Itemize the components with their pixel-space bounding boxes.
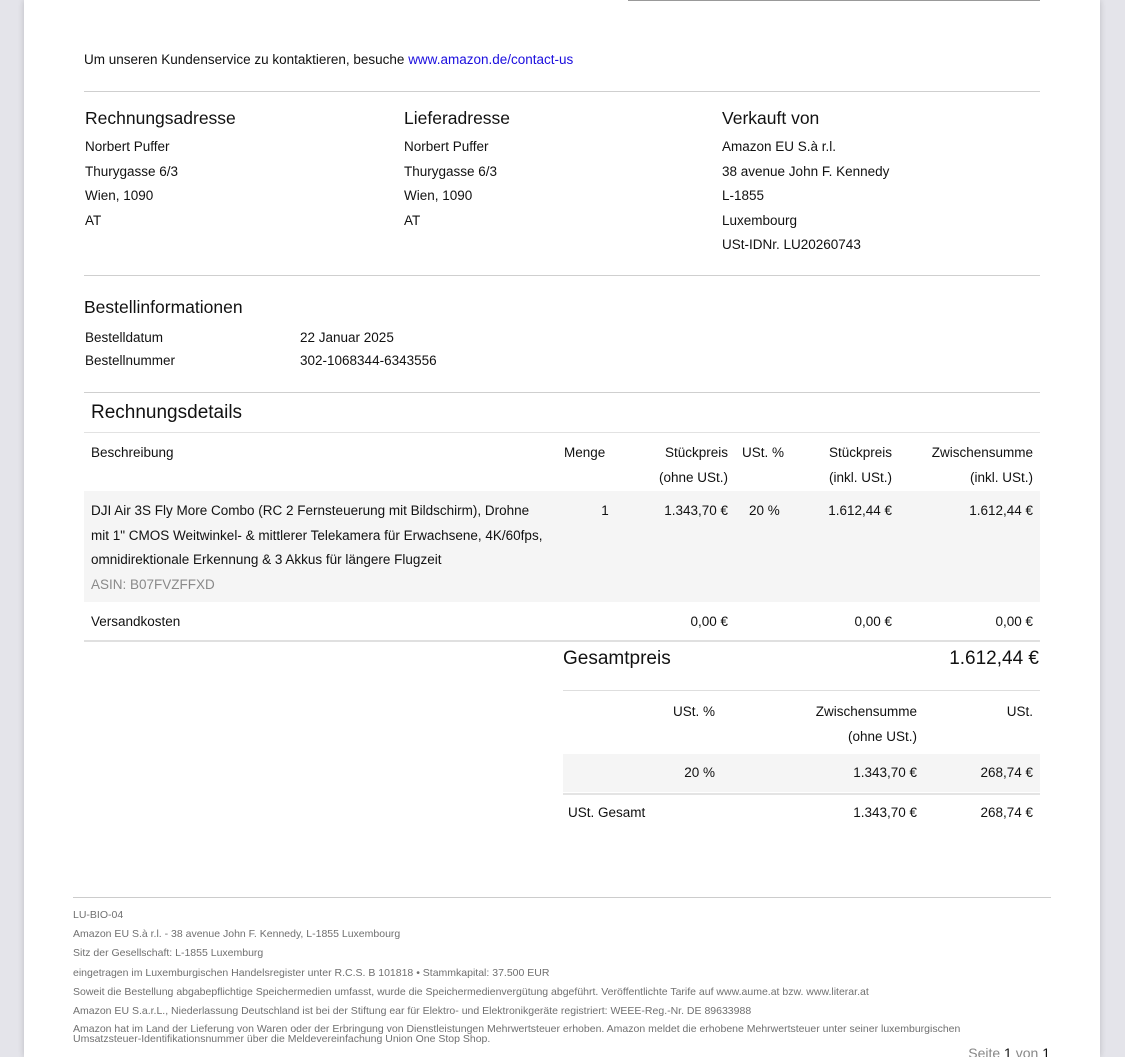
item-quantity: 1 [601,503,609,518]
divider [84,91,1040,92]
vat-row-subtotal: 1.343,70 € [853,765,917,780]
shipping-name: Norbert Puffer [404,139,489,154]
seller-street: 38 avenue John F. Kennedy [722,163,890,179]
header-subtotal-label: Zwischensumme [931,445,1033,460]
page-total: 1 [1042,1045,1050,1057]
contact-link[interactable]: www.amazon.de/contact-us [408,52,574,67]
page-middle: von [1011,1045,1043,1057]
footer-line: Soweit die Bestellung abgabepflichtige Speichermedien umfasst, wurde die Speichermedienvergütung abgeführt. Veröffentlichte Tarife auf www.aume.at bzw. www.literar.at [73,986,869,998]
divider [84,392,1040,393]
header-description: Beschreibung [91,445,174,460]
total-label: Gesamtpreis [563,648,671,669]
seller-vat-id: USt-IDNr. LU20260743 [722,237,861,252]
order-date: 22 Januar 2025 [300,330,394,345]
vat-total-label: USt. Gesamt [568,805,646,820]
page-number [924,1045,1050,1057]
shipping-subtotal: 0,00 € [995,614,1033,629]
invoice-page [24,0,1100,1057]
item-unit-price-incl: 1.612,44 € [828,503,892,518]
order-date-label: Bestelldatum [85,330,164,345]
vat-header-subtotal-sub: (ohne USt.) [847,728,917,744]
billing-title: Rechnungsadresse [85,108,236,128]
seller-title: Verkauft von [722,108,820,128]
page-current: 1 [1004,1045,1012,1057]
contact-text: Um unseren Kundenservice zu kontaktieren, besuche [84,52,409,67]
total-value: 1.612,44 € [949,648,1039,669]
billing-country: AT [85,212,102,228]
divider [84,640,1040,642]
header-unit-price-incl [794,441,892,490]
vat-total-vat: 268,74 € [980,805,1033,820]
shipping-unit-price: 0,00 € [690,614,728,629]
order-number-label: Bestellnummer [85,353,176,368]
order-info-title: Bestellinformationen [84,297,243,317]
item-unit-price: 1.343,70 € [664,503,728,518]
header-unit-price-incl-label: Stückpreis [828,445,892,460]
item-vat-pct: 20 % [749,503,780,518]
seller-city: Luxembourg [722,212,798,228]
vat-header-pct: USt. % [672,704,715,719]
divider [84,432,1040,433]
divider [563,793,1040,795]
shipping-country: AT [404,212,421,228]
vat-total-subtotal: 1.343,70 € [853,805,917,820]
page-prefix: Seite [968,1045,1005,1057]
vat-header-subtotal-label: Zwischensumme [815,704,917,719]
header-unit-price [624,441,728,490]
item-subtotal: 1.612,44 € [969,503,1033,518]
footer-line: Sitz der Gesellschaft: L-1855 Luxemburg [73,947,264,959]
header-unit-price-sub: (ohne USt.) [658,469,728,485]
seller-postcode: L-1855 [722,188,765,203]
header-unit-price-label: Stückpreis [664,445,728,460]
contact-line [84,52,573,67]
item-description [91,499,561,597]
header-subtotal-sub: (inkl. USt.) [969,469,1033,485]
invoice-details-title: Rechnungsdetails [91,402,243,423]
shipping-city: Wien, 1090 [404,188,473,203]
shipping-street: Thurygasse 6/3 [404,163,498,179]
footer-line: eingetragen im Luxemburgischen Handelsregister unter R.C.S. B 101818 • Stammkapital: 37.500 EUR [73,967,550,979]
divider [84,275,1040,276]
billing-street: Thurygasse 6/3 [85,163,179,179]
footer-line-part: Umsatzsteuer-Identifikationsnummer über die Meldevereinfachung Union One Stop Shop. [73,1033,491,1045]
billing-address [85,108,385,233]
order-number: 302-1068344-6343556 [300,353,437,368]
footer-line: Amazon EU S.à r.l. - 38 avenue John F. Kennedy, L-1855 Luxembourg [73,928,401,940]
billing-name: Norbert Puffer [85,139,170,154]
header-quantity: Menge [564,445,606,460]
shipping-title: Lieferadresse [404,108,511,128]
vat-header-vat: USt. [1006,704,1033,719]
seller-address [722,108,1022,258]
footer-line-part: Amazon hat im Land der Lieferung von Waren oder der Erbringung von Dienstleistungen Mehrwertsteuer erhoben. Amazon meldet die erhobene Mehrwertsteuer unter seiner luxemburgischen [73,1023,961,1035]
shipping-unit-price-incl: 0,00 € [854,614,892,629]
billing-city: Wien, 1090 [85,188,154,203]
shipping-address [404,108,704,233]
header-vat-pct: USt. % [742,445,785,460]
divider [563,690,1040,691]
seller-name: Amazon EU S.à r.l. [722,139,837,154]
vat-row-vat: 268,74 € [980,765,1033,780]
shipping-cost-label: Versandkosten [91,614,181,629]
footer-divider [73,897,1051,898]
header-subtotal [904,441,1033,490]
footer-line: Amazon EU S.a.r.L., Niederlassung Deutschland ist bei der Stiftung ear für Elektro- und Elektronikgeräte registriert: WEEE-Reg.-Nr. DE 89633988 [73,1005,752,1017]
item-asin: ASIN: B07FVZFFXD [91,576,215,592]
vat-row-pct: 20 % [684,765,715,780]
item-desc-line: mit 1" CMOS Weitwinkel- & mittlerer Telekamera für Erwachsene, 4K/60fps, [91,527,543,543]
top-divider [628,0,1040,1]
item-desc-line: omnidirektionale Erkennung & 3 Akkus für längere Flugzeit [91,552,442,567]
item-desc-line: DJI Air 3S Fly More Combo (RC 2 Fernsteuerung mit Bildschirm), Drohne [91,503,530,518]
vat-header-subtotal [764,700,917,749]
header-unit-price-incl-sub: (inkl. USt.) [828,469,892,485]
footer-line: LU-BIO-04 [73,909,124,921]
footer-line [73,1024,960,1044]
